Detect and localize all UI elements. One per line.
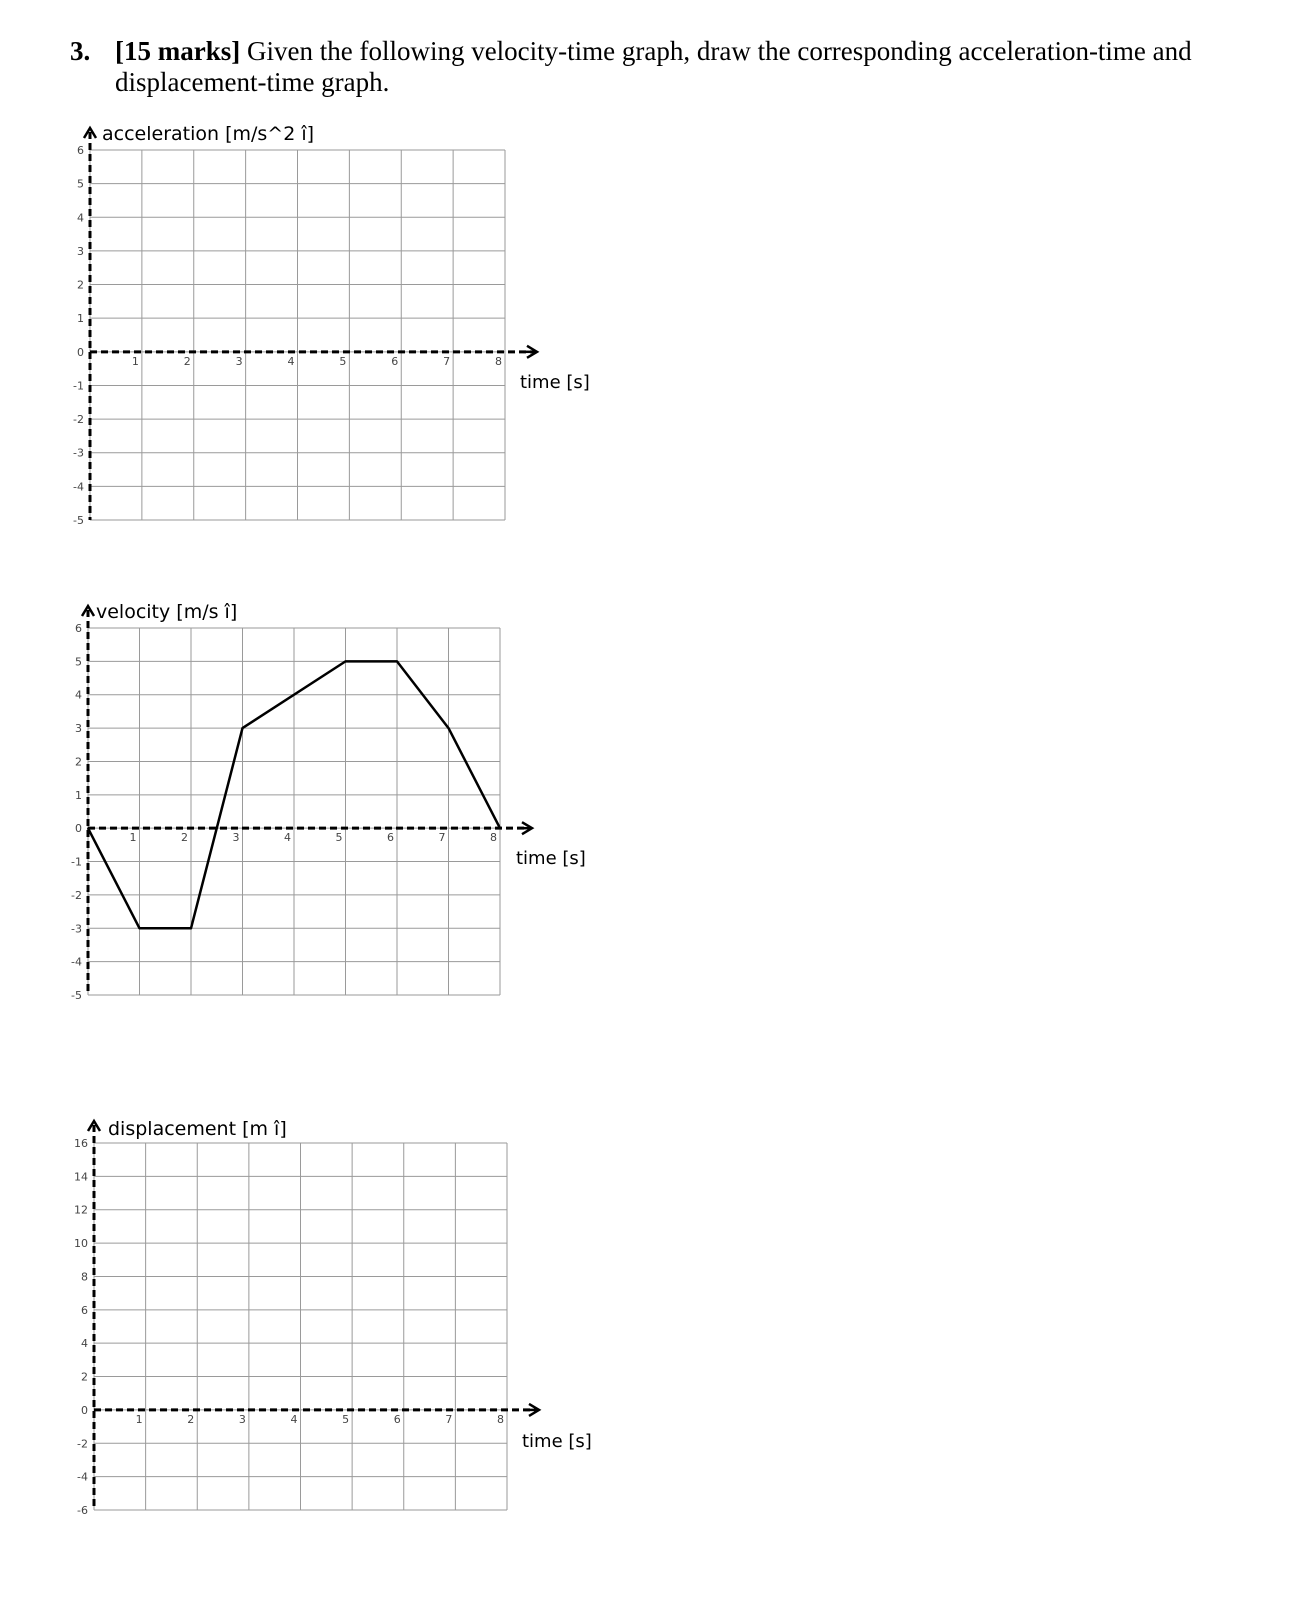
question-number: 3. bbox=[70, 36, 91, 66]
x-tick-label: 8 bbox=[490, 831, 497, 845]
question bbox=[70, 36, 1220, 98]
y-tick-label: 5 bbox=[75, 655, 82, 669]
x-axis-title: time [s] bbox=[516, 848, 586, 869]
y-tick-label: 5 bbox=[77, 177, 84, 191]
y-tick-label: -1 bbox=[71, 855, 82, 869]
x-tick-label: 3 bbox=[238, 1412, 246, 1426]
y-tick-label: 6 bbox=[81, 1303, 88, 1317]
series-point bbox=[139, 927, 141, 929]
y-tick-label: 2 bbox=[81, 1370, 88, 1384]
x-tick-label: 2 bbox=[183, 354, 191, 368]
y-tick-label: 3 bbox=[75, 722, 82, 736]
y-tick-label: 2 bbox=[77, 278, 84, 292]
y-tick-label: -4 bbox=[73, 480, 84, 494]
chart-title: acceleration [m/s^2 î] bbox=[102, 123, 315, 145]
x-tick-label: 5 bbox=[339, 354, 347, 368]
x-tick-label: 7 bbox=[445, 1412, 453, 1426]
y-tick-label: -1 bbox=[73, 379, 84, 393]
series-point bbox=[345, 661, 347, 663]
x-tick-label: 5 bbox=[335, 831, 343, 845]
series-point bbox=[242, 727, 244, 729]
y-tick-label: 6 bbox=[77, 144, 84, 157]
y-tick-label: -3 bbox=[73, 446, 84, 460]
x-tick-label: 1 bbox=[131, 354, 139, 368]
x-tick-label: 4 bbox=[290, 1412, 298, 1426]
y-tick-label: 3 bbox=[77, 244, 84, 258]
x-tick-label: 8 bbox=[495, 354, 502, 368]
y-tick-label: 4 bbox=[75, 688, 82, 702]
x-tick-label: 1 bbox=[135, 1412, 143, 1426]
y-tick-label: -6 bbox=[77, 1504, 88, 1517]
x-tick-label: 6 bbox=[393, 1412, 401, 1426]
x-tick-label: 2 bbox=[181, 831, 188, 845]
y-tick-label: 0 bbox=[77, 345, 84, 359]
question-body bbox=[115, 36, 1220, 98]
chart-title: velocity [m/s î] bbox=[96, 601, 238, 623]
series-point bbox=[190, 927, 192, 929]
x-tick-label: 8 bbox=[497, 1412, 504, 1426]
series-point bbox=[87, 827, 89, 829]
y-tick-label: 14 bbox=[74, 1170, 88, 1184]
y-tick-label: 0 bbox=[75, 822, 82, 836]
x-tick-label: 4 bbox=[284, 831, 291, 845]
y-tick-label: 16 bbox=[74, 1137, 88, 1150]
x-tick-label: 6 bbox=[387, 831, 394, 845]
y-tick-label: -2 bbox=[77, 1437, 88, 1451]
x-tick-label: 5 bbox=[342, 1412, 350, 1426]
y-tick-label: 10 bbox=[74, 1237, 88, 1251]
x-axis-title: time [s] bbox=[520, 372, 590, 393]
y-tick-label: 1 bbox=[75, 788, 82, 802]
y-tick-label: 4 bbox=[81, 1337, 88, 1351]
y-tick-label: 6 bbox=[75, 622, 82, 635]
y-tick-label: -4 bbox=[77, 1470, 88, 1484]
x-axis-title: time [s] bbox=[522, 1431, 592, 1452]
x-tick-label: 4 bbox=[287, 354, 295, 368]
y-tick-label: -2 bbox=[73, 413, 84, 427]
y-tick-label: 2 bbox=[75, 755, 82, 769]
y-tick-label: 4 bbox=[77, 211, 84, 225]
x-tick-label: 2 bbox=[187, 1412, 195, 1426]
question-text: Given the following velocity-time graph, draw the corresponding acceleration-time and displacement-time graph. bbox=[115, 36, 1192, 97]
y-tick-label: -3 bbox=[71, 922, 82, 936]
x-tick-label: 7 bbox=[443, 354, 451, 368]
y-tick-label: 1 bbox=[77, 312, 84, 326]
y-tick-label: 12 bbox=[74, 1203, 88, 1217]
x-tick-label: 3 bbox=[235, 354, 243, 368]
x-tick-label: 6 bbox=[391, 354, 399, 368]
chart-plot-group bbox=[73, 123, 590, 527]
y-tick-label: 0 bbox=[81, 1403, 88, 1417]
x-tick-label: 3 bbox=[232, 831, 240, 845]
question-marks: [15 marks] bbox=[115, 36, 241, 66]
chart-plot-group bbox=[71, 601, 586, 1002]
chart-title: displacement [m î] bbox=[108, 1118, 287, 1140]
series-point bbox=[448, 727, 450, 729]
acceleration-time-chart bbox=[0, 110, 640, 540]
chart-plot-group bbox=[74, 1118, 592, 1517]
y-tick-label: -5 bbox=[73, 514, 84, 527]
y-tick-label: -2 bbox=[71, 888, 82, 902]
displacement-time-chart bbox=[0, 1105, 640, 1535]
series-point bbox=[396, 661, 398, 663]
series-point bbox=[499, 827, 501, 829]
y-tick-label: -4 bbox=[71, 955, 82, 969]
x-tick-label: 7 bbox=[438, 831, 446, 845]
velocity-time-chart bbox=[0, 590, 640, 1020]
y-tick-label: -5 bbox=[71, 989, 82, 1002]
x-tick-label: 1 bbox=[129, 831, 137, 845]
y-tick-label: 8 bbox=[81, 1270, 88, 1284]
